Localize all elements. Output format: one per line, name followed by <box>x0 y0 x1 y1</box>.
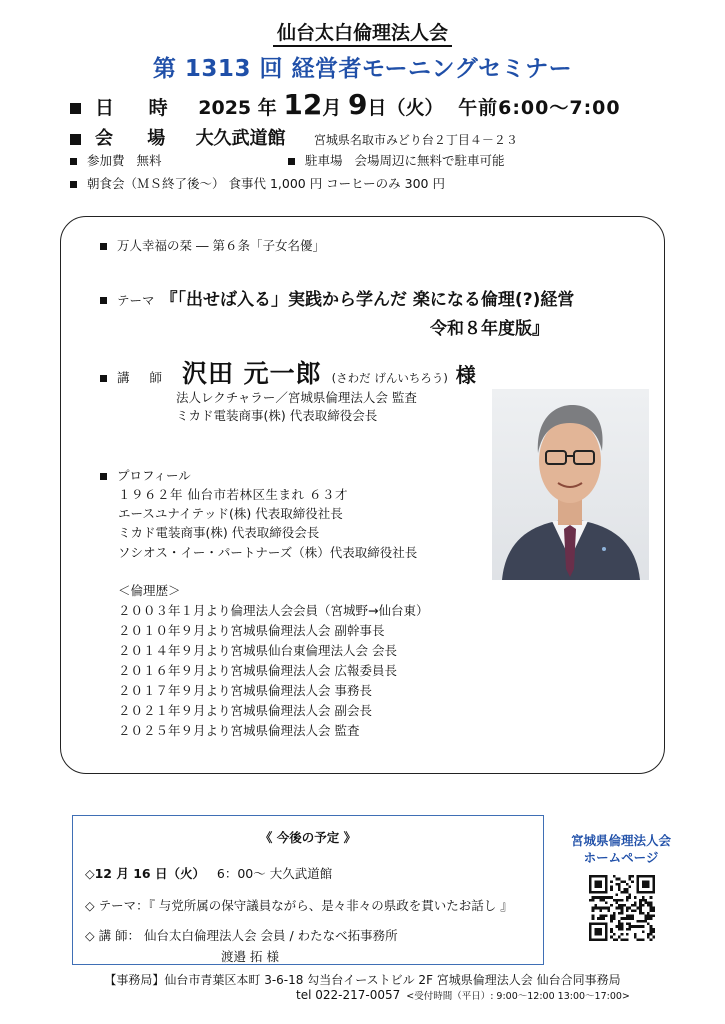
contact-tel <box>296 988 630 1002</box>
history-label: ＜倫理歴＞ <box>118 583 181 598</box>
speaker-label: 講 師 <box>117 370 170 385</box>
venue-name: 大久武道館 <box>195 128 286 149</box>
parking-label: 駐車場 <box>305 153 343 168</box>
bullet-square-icon <box>70 103 81 114</box>
tel-number: tel 022-217-0057 <box>296 988 401 1002</box>
qr-code-icon[interactable] <box>589 875 655 941</box>
bullet-square-icon <box>100 375 107 382</box>
speaker-role: 法人レクチャラー／宮城県倫理法人会 監査 <box>176 390 417 405</box>
speaker-row <box>100 354 476 390</box>
fee-value: 無料 <box>136 153 162 168</box>
parking-value: 会場周辺に無料で駐車可能 <box>354 153 505 168</box>
year: 2025 年 <box>198 97 277 119</box>
profile-item: ソシオス・イー・パートナーズ（株）代表取締役社長 <box>118 545 418 560</box>
bullet-square-icon <box>70 134 81 145</box>
office-hours: <受付時間（平日）: 9:00～12:00 13:00～17:00> <box>406 991 630 1002</box>
date-label: 日 時 <box>95 97 182 119</box>
speaker-reading: (さわだ げんいちろう) <box>331 371 448 385</box>
bullet-square-icon <box>288 158 295 165</box>
history-item: ２０１６年９月より宮城県倫理法人会 広報委員長 <box>118 663 397 678</box>
month-unit: 月 <box>322 97 342 119</box>
homepage-label-line2: ホームページ <box>583 850 659 865</box>
day-unit: 日（火） <box>367 97 444 119</box>
organization-title: 仙台太白倫理法人会 <box>0 18 725 45</box>
portrait-illustration <box>492 389 649 580</box>
theme-line2: 令和８年度版』 <box>430 319 549 339</box>
breakfast-row <box>70 174 445 192</box>
speaker-honorific: 様 <box>455 363 476 387</box>
bullet-square-icon <box>100 297 107 304</box>
upcoming-date: ◇12 月 16 日（火） <box>85 866 205 881</box>
speaker-name: 沢田 元一郎 <box>181 359 322 388</box>
speaker-photo <box>492 389 649 580</box>
venue-row <box>70 124 518 150</box>
venue-address: 宮城県名取市みどり台２丁目４－２３ <box>313 133 518 147</box>
upcoming-date-row <box>85 864 332 882</box>
profile-heading <box>100 466 191 484</box>
bullet-square-icon <box>70 181 77 188</box>
bullet-square-icon <box>100 243 107 250</box>
day: 9 <box>347 88 368 121</box>
profile-item: １９６２年 仙台市若林区生まれ ６３才 <box>118 487 348 502</box>
time: 午前6:00～7:00 <box>458 97 621 119</box>
history-item: ２０１４年９月より宮城県仙台東倫理法人会 会長 <box>118 643 397 658</box>
fee-label: 参加費 <box>87 153 125 168</box>
profile-item: ミカド電装商事(株) 代表取締役会長 <box>118 525 320 540</box>
theme-row <box>100 285 574 310</box>
bullet-square-icon <box>70 158 77 165</box>
seminar-title: 第 1313 回 経営者モーニングセミナー <box>152 56 573 82</box>
history-item: ２００３年１月より倫理法人会会員（宮城野→仙台東） <box>118 603 429 618</box>
parking-row <box>288 151 504 169</box>
motto-row <box>100 236 325 254</box>
upcoming-time-venue: 6：00～ 大久武道館 <box>216 866 333 881</box>
upcoming-schedule-box <box>72 815 544 965</box>
history-item: ２０２１年９月より宮城県倫理法人会 副会長 <box>118 703 372 718</box>
bullet-square-icon <box>100 473 107 480</box>
theme-line1: 『「出せば入る」実践から学んだ 楽になる倫理(?)経営 <box>160 290 575 310</box>
upcoming-title: 《 今後の予定 》 <box>259 830 357 845</box>
homepage-label <box>556 832 686 866</box>
history-item: ２０１０年９月より宮城県倫理法人会 副幹事長 <box>118 623 385 638</box>
speaker-role: ミカド電装商事(株) 代表取締役会長 <box>176 408 378 423</box>
upcoming-theme: ◇ テーマ：『 与党所属の保守議員ながら、是々非々の県政を貫いたお話し 』 <box>85 898 513 913</box>
upcoming-speaker: ◇ 講 師： 仙台太白倫理法人会 会員 / わたなべ拓事務所 <box>85 928 398 943</box>
history-item: ２０２５年９月より宮城県倫理法人会 監査 <box>118 723 360 738</box>
upcoming-speaker-name: 渡邉 拓 様 <box>221 949 279 964</box>
history-item: ２０１７年９月より宮城県倫理法人会 事務長 <box>118 683 372 698</box>
breakfast-text: 朝食会（ＭＳ終了後～） 食事代 1,000 円 コーヒーのみ 300 円 <box>87 176 445 191</box>
month: 12 <box>283 88 323 121</box>
motto-text: 万人幸福の栞 ― 第６条「子女名優」 <box>117 238 325 253</box>
theme-label: テーマ <box>117 293 155 308</box>
fee-row <box>70 151 161 169</box>
profile-item: エースユナイテッド(株) 代表取締役社長 <box>118 506 343 521</box>
venue-label: 会 場 <box>95 128 180 149</box>
date-row <box>70 88 621 121</box>
profile-label: プロフィール <box>117 468 191 483</box>
homepage-label-line1: 宮城県倫理法人会 <box>570 833 671 848</box>
office-address: 【事務局】仙台市青葉区本町 3-6-18 勾当台イーストビル 2F 宮城県倫理法人会 仙台合同事務局 <box>104 973 621 987</box>
